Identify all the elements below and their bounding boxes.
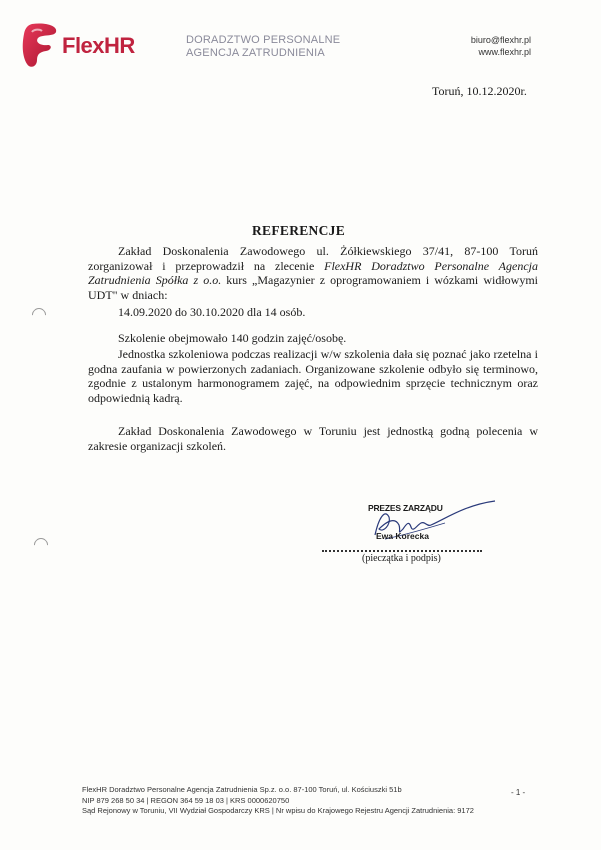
footer-line-2: NIP 879 268 50 34 | REGON 364 59 18 03 | KRS 0000620750 bbox=[82, 795, 290, 805]
signature-line bbox=[322, 540, 482, 552]
footer-line-3: Sąd Rejonowy w Toruniu, VII Wydział Gospodarczy KRS | Nr wpisu do Krajowego Rejestru Agencji Zatrudnienia: 9172 bbox=[82, 806, 474, 815]
stamp-name: Ewa Korecka bbox=[376, 531, 429, 541]
body-paragraph-recommendation: Zakład Doskonalenia Zawodowego w Toruniu jest jednostką godną polecenia w zakresie organizacji szkoleń. bbox=[88, 424, 538, 453]
body-paragraph-1 bbox=[88, 244, 538, 302]
contact-email: biuro@flexhr.pl bbox=[470, 35, 531, 45]
tagline-line-2: AGENCJA ZATRUDNIENIA bbox=[186, 47, 325, 59]
logo-text: FlexHR bbox=[62, 33, 135, 58]
body-paragraph-hours: Szkolenie obejmowało 140 godzin zajęć/osobę. bbox=[118, 331, 347, 345]
place-date: Toruń, 10.12.2020r. bbox=[432, 84, 527, 98]
punch-hole-top bbox=[29, 305, 49, 325]
contact-website: www.flexhr.pl bbox=[478, 47, 531, 57]
footer-line-1: FlexHR Doradztwo Personalne Agencja Zatrudnienia Sp.z. o.o. 87-100 Toruń, ul. Kościuszki 51b bbox=[82, 785, 402, 794]
page-number: - 1 - bbox=[511, 788, 526, 797]
tagline-line-1: DORADZTWO PERSONALNE bbox=[186, 34, 341, 46]
punch-hole-bottom bbox=[31, 535, 51, 555]
p1-text-a: Zakład Doskonalenia Zawodowego ul. Żółkiewskiego 37/41, 87-100 Toruń zorganizował i przeprowadził na zlecenie bbox=[88, 244, 538, 273]
contact-info bbox=[471, 34, 531, 58]
body-paragraph-dates: 14.09.2020 do 30.10.2020 dla 14 osób. bbox=[118, 305, 306, 319]
stamp-title: PREZES ZARZĄDU bbox=[368, 503, 443, 513]
document-title: REFERENCJE bbox=[252, 223, 346, 238]
body-paragraph-assessment: Jednostka szkoleniowa podczas realizacji w/w szkolenia dała się poznać jako rzetelna i godna zaufania w powierzonych zadaniach. Organizowane szkolenie odbyło się terminowo, zgodnie z ustalonym harmonogramem zajęć, na odpowiednim sprzęcie technicznym oraz odpowiednią kadrą. bbox=[88, 347, 538, 405]
p1-text-b: kurs „Magazynier z oprogramowaniem i wózkami widłowymi UDT" w dniach: bbox=[88, 273, 538, 302]
signature-caption: (pieczątka i podpis) bbox=[362, 553, 441, 564]
company-tagline bbox=[186, 34, 340, 60]
footer bbox=[82, 785, 474, 817]
p1-company-name: FlexHR Doradztwo Personalne Agencja Zatrudnienia Spółka z o.o. bbox=[88, 258, 538, 287]
